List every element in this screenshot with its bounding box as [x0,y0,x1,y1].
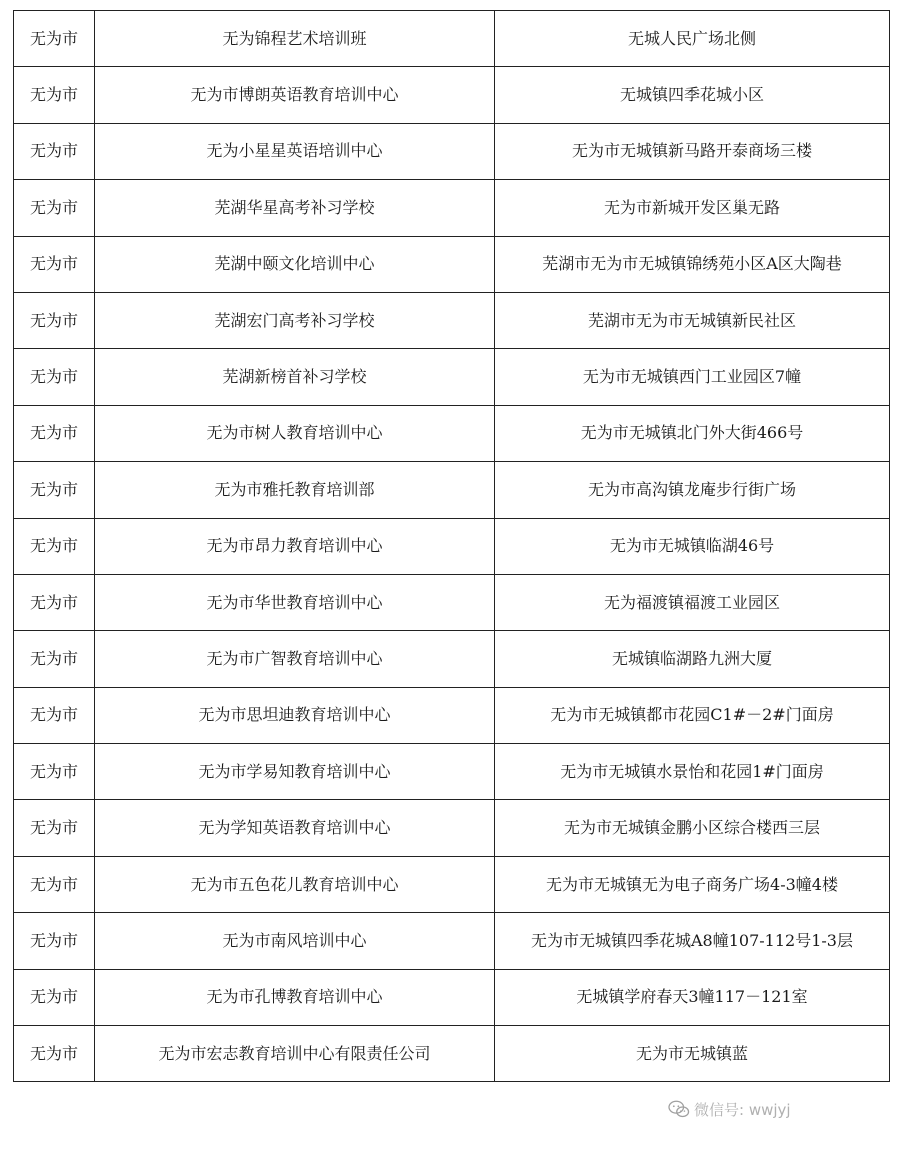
institution-name-cell: 无为市南风培训中心 [95,913,495,969]
city-cell: 无为市 [14,913,95,969]
table-body [14,11,890,1082]
table-row [14,631,890,687]
institution-name-cell: 芜湖宏门高考补习学校 [95,292,495,348]
city-cell: 无为市 [14,349,95,405]
table-row [14,236,890,292]
city-cell: 无为市 [14,405,95,461]
address-cell: 无城镇四季花城小区 [495,67,890,123]
institution-name-cell: 无为市孔博教育培训中心 [95,969,495,1025]
address-cell: 无为市无城镇都市花园C1#－2#门面房 [495,687,890,743]
address-cell: 无为市无城镇金鹏小区综合楼西三层 [495,800,890,856]
table-row [14,180,890,236]
institution-name-cell: 无为市思坦迪教育培训中心 [95,687,495,743]
city-cell: 无为市 [14,969,95,1025]
institution-name-cell: 无为锦程艺术培训班 [95,11,495,67]
address-cell: 无为市无城镇北门外大街466号 [495,405,890,461]
address-cell: 无为市无城镇新马路开泰商场三楼 [495,123,890,179]
city-cell: 无为市 [14,123,95,179]
city-cell: 无为市 [14,11,95,67]
city-cell: 无为市 [14,631,95,687]
city-cell: 无为市 [14,180,95,236]
table-row [14,292,890,348]
address-cell: 无为市无城镇西门工业园区7幢 [495,349,890,405]
institution-name-cell: 无为市博朗英语教育培训中心 [95,67,495,123]
address-cell: 无为市无城镇水景怡和花园1#门面房 [495,744,890,800]
institution-name-cell: 芜湖华星高考补习学校 [95,180,495,236]
table-row [14,913,890,969]
city-cell: 无为市 [14,518,95,574]
institution-name-cell: 无为市广智教育培训中心 [95,631,495,687]
wechat-icon [668,1099,690,1119]
table-row [14,856,890,912]
table-row [14,800,890,856]
table-row [14,1026,890,1082]
city-cell: 无为市 [14,744,95,800]
address-cell: 无城人民广场北侧 [495,11,890,67]
institution-name-cell: 无为市学易知教育培训中心 [95,744,495,800]
institution-name-cell: 无为市五色花儿教育培训中心 [95,856,495,912]
city-cell: 无为市 [14,1026,95,1082]
institution-name-cell: 芜湖中颐文化培训中心 [95,236,495,292]
address-cell: 芜湖市无为市无城镇锦绣苑小区A区大陶巷 [495,236,890,292]
institution-name-cell: 芜湖新榜首补习学校 [95,349,495,405]
watermark [668,1094,791,1124]
table-row [14,687,890,743]
table-row [14,744,890,800]
city-cell: 无为市 [14,292,95,348]
address-cell: 无城镇临湖路九洲大厦 [495,631,890,687]
table-row [14,574,890,630]
watermark-text: 微信号: wwjyj [694,1100,791,1119]
address-cell: 无为市无城镇无为电子商务广场4-3幢4楼 [495,856,890,912]
table-row [14,405,890,461]
table-row [14,11,890,67]
institution-table [13,10,890,1082]
institution-name-cell: 无为市昂力教育培训中心 [95,518,495,574]
address-cell: 无为市新城开发区巢无路 [495,180,890,236]
address-cell: 无为市无城镇蓝 [495,1026,890,1082]
table-row [14,349,890,405]
address-cell: 无为市无城镇四季花城A8幢107-112号1-3层 [495,913,890,969]
address-cell: 无为市无城镇临湖46号 [495,518,890,574]
city-cell: 无为市 [14,800,95,856]
city-cell: 无为市 [14,236,95,292]
city-cell: 无为市 [14,856,95,912]
table-row [14,969,890,1025]
institution-name-cell: 无为市宏志教育培训中心有限责任公司 [95,1026,495,1082]
institution-name-cell: 无为市华世教育培训中心 [95,574,495,630]
table-row [14,123,890,179]
table-row [14,67,890,123]
institution-name-cell: 无为市树人教育培训中心 [95,405,495,461]
city-cell: 无为市 [14,574,95,630]
address-cell: 无为市高沟镇龙庵步行街广场 [495,462,890,518]
city-cell: 无为市 [14,687,95,743]
address-cell: 无为福渡镇福渡工业园区 [495,574,890,630]
institution-name-cell: 无为学知英语教育培训中心 [95,800,495,856]
city-cell: 无为市 [14,67,95,123]
table-row [14,518,890,574]
city-cell: 无为市 [14,462,95,518]
table-row [14,462,890,518]
institution-name-cell: 无为市雅托教育培训部 [95,462,495,518]
address-cell: 无城镇学府春天3幢117－121室 [495,969,890,1025]
institution-name-cell: 无为小星星英语培训中心 [95,123,495,179]
address-cell: 芜湖市无为市无城镇新民社区 [495,292,890,348]
